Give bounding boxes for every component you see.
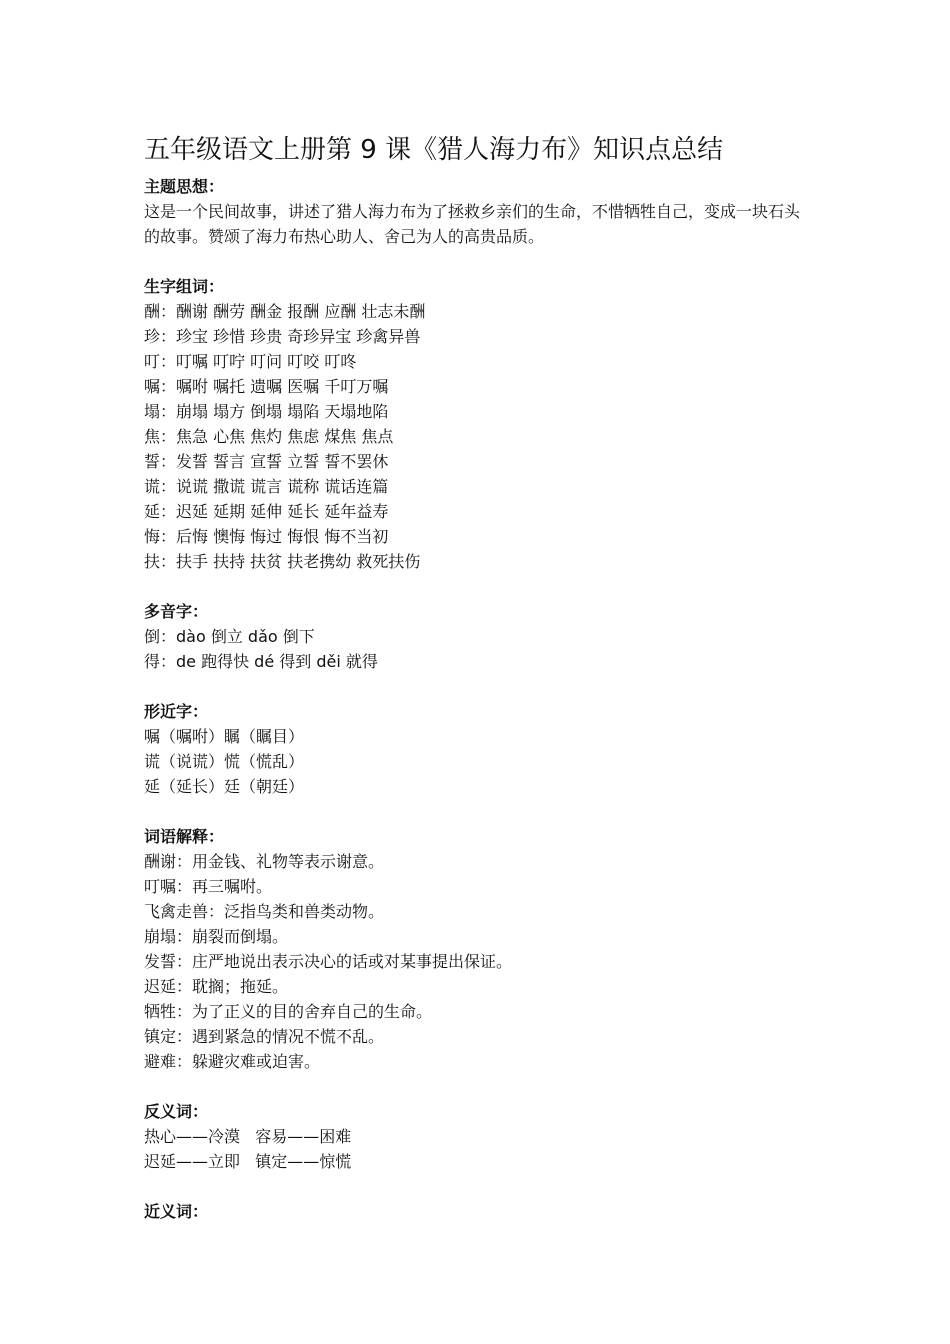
explanation-line: 飞禽走兽：泛指鸟类和兽类动物。 [144, 902, 385, 921]
polyphonic-heading: 多音字： [144, 602, 209, 621]
new-word-line: 嘱：嘱咐 嘱托 遗嘱 医嘱 千叮万嘱 [144, 377, 389, 396]
explanation-line: 镇定：遇到紧急的情况不慌不乱。 [144, 1027, 385, 1046]
section-spacer [144, 1074, 814, 1099]
new-word-line: 酬：酬谢 酬劳 酬金 报酬 应酬 壮志未酬 [144, 302, 426, 321]
polyphonic-line: 倒：dào 倒立 dǎo 倒下 [144, 627, 315, 646]
document-content [144, 132, 814, 1224]
explanation-line: 叮嘱：再三嘱咐。 [144, 877, 273, 896]
section-spacer [144, 574, 814, 599]
new-word-line: 誓：发誓 誓言 宣誓 立誓 誓不罢休 [144, 452, 389, 471]
new-word-line: 谎：说谎 撒谎 谎言 谎称 谎话连篇 [144, 477, 389, 496]
new-words-heading: 生字组词： [144, 277, 225, 296]
page-title: 五年级语文上册第 9 课《猎人海力布》知识点总结 [144, 135, 724, 165]
section-spacer [144, 1174, 814, 1199]
explanation-line: 崩塌：崩裂而倒塌。 [144, 927, 289, 946]
new-word-line: 扶：扶手 扶持 扶贫 扶老携幼 救死扶伤 [144, 552, 421, 571]
antonym-line: 迟延——立即 镇定——惊慌 [144, 1152, 352, 1171]
theme-text: 这是一个民间故事，讲述了猎人海力布为了拯救乡亲们的生命，不惜牺牲自己，变成一块石头的故事。赞颂了海力布热心助人、舍己为人的高贵品质。 [144, 202, 801, 246]
new-word-line: 珍：珍宝 珍惜 珍贵 奇珍异宝 珍禽异兽 [144, 327, 421, 346]
antonyms-heading: 反义词： [144, 1102, 209, 1121]
similar-chars-line: 谎（说谎）慌（慌乱） [144, 752, 305, 771]
section-spacer [144, 249, 814, 274]
new-word-line: 塌：崩塌 塌方 倒塌 塌陷 天塌地陷 [144, 402, 389, 421]
similar-chars-heading: 形近字： [144, 702, 209, 721]
polyphonic-line: 得：de 跑得快 dé 得到 děi 就得 [144, 652, 378, 671]
new-word-line: 叮：叮嘱 叮咛 叮问 叮咬 叮咚 [144, 352, 357, 371]
explanation-line: 迟延：耽搁；拖延。 [144, 977, 289, 996]
similar-chars-line: 嘱（嘱咐）瞩（瞩目） [144, 727, 305, 746]
section-spacer [144, 674, 814, 699]
explanation-line: 发誓：庄严地说出表示决心的话或对某事提出保证。 [144, 952, 513, 971]
new-word-line: 延：迟延 延期 延伸 延长 延年益寿 [144, 502, 389, 521]
antonym-line: 热心——冷漠 容易——困难 [144, 1127, 352, 1146]
synonyms-heading: 近义词： [144, 1202, 209, 1221]
new-word-line: 悔：后悔 懊悔 悔过 悔恨 悔不当初 [144, 527, 389, 546]
section-spacer [144, 799, 814, 824]
explanation-line: 酬谢：用金钱、礼物等表示谢意。 [144, 852, 385, 871]
explanation-line: 避难：躲避灾难或迫害。 [144, 1052, 321, 1071]
explanations-heading: 词语解释： [144, 827, 225, 846]
new-word-line: 焦：焦急 心焦 焦灼 焦虑 煤焦 焦点 [144, 427, 394, 446]
explanation-line: 牺牲：为了正义的目的舍弃自己的生命。 [144, 1002, 433, 1021]
similar-chars-line: 延（延长）廷（朝廷） [144, 777, 305, 796]
theme-heading: 主题思想： [144, 177, 225, 196]
